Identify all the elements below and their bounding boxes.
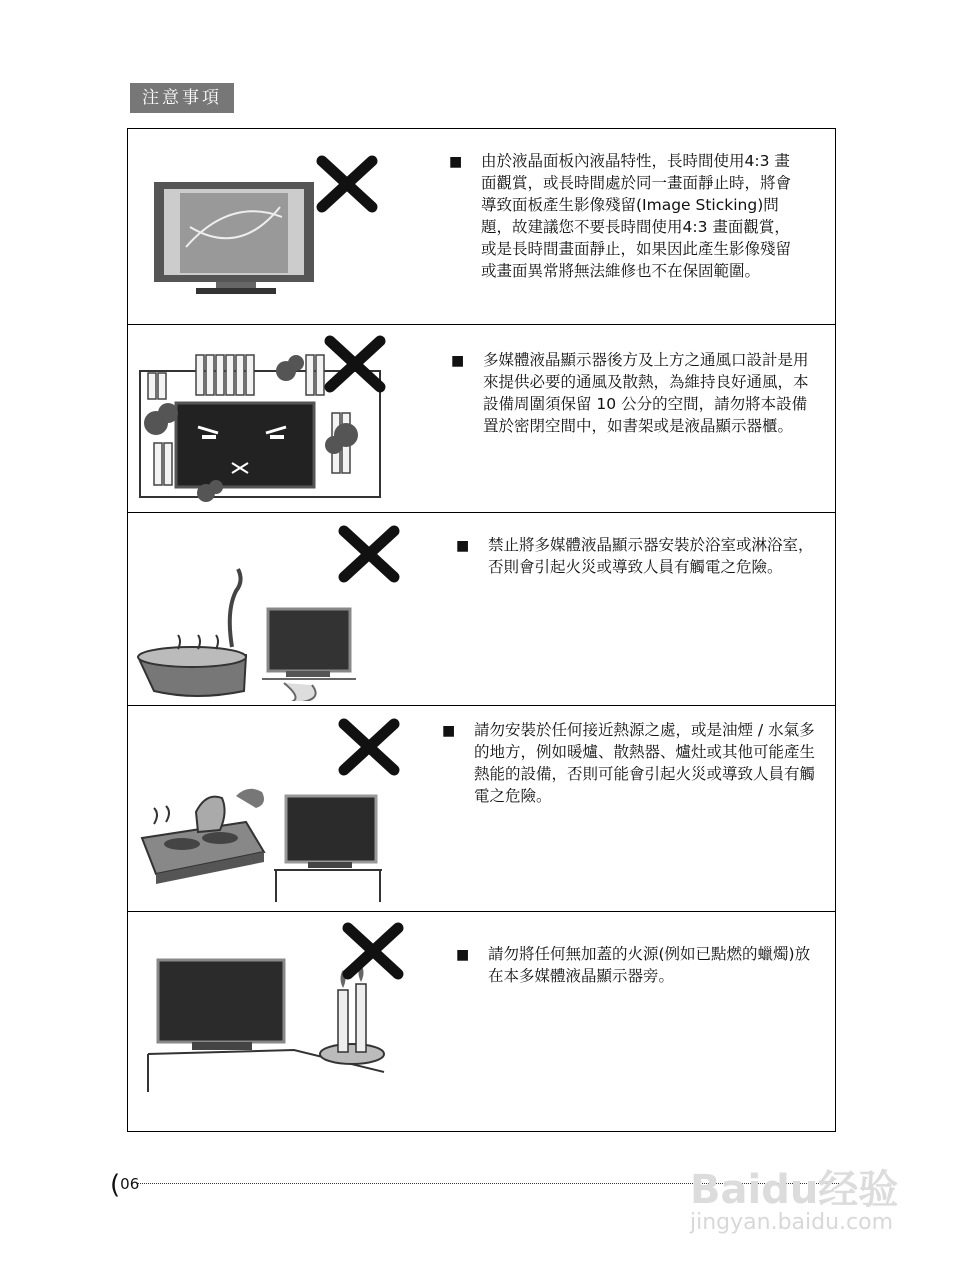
page-bracket: ( <box>110 1170 121 1200</box>
notice-row-5 <box>128 912 835 1133</box>
candle-illustration <box>308 1062 388 1172</box>
watermark-logo: Baidu经验 <box>690 1167 899 1213</box>
notice-panel <box>127 128 836 1132</box>
notice-text-2: ■ 多媒體液晶顯示器後方及上方之通風口設計是用來提供必要的通風及散熱，為維持良好通風，本設備周圍須保留 10 公分的空間，請勿將本設備置於密閉空間中，如書架或是液晶顯示器櫃。 <box>451 351 809 435</box>
prohibited-x-icon <box>342 922 404 980</box>
notice-text-1: ■ 由於液晶面板內液晶特性，長時間使用4:3 畫面觀賞，或長時間處於同一畫面靜止時，將會導致面板產生影像殘留(Image Sticking)問題，故建議您不要長時間使用4:3 畫面觀賞，或是長時間畫面靜止，如果因此產生影像殘留或畫面異常將無法維修也不在保固範圍。 <box>449 152 792 280</box>
bullet-square-icon: ■ <box>442 723 456 739</box>
bullet-square-icon: ■ <box>451 353 465 369</box>
watermark-url: jingyan.baidu.com <box>690 1210 894 1235</box>
prohibited-x-icon <box>338 525 400 583</box>
notice-text-5: ■ 請勿將任何無加蓋的火源(例如已點燃的蠟燭)放在本多媒體液晶顯示器旁。 <box>456 945 811 985</box>
notice-row-1 <box>128 129 835 325</box>
bullet-square-icon: ■ <box>456 947 470 963</box>
prohibited-x-icon <box>324 335 386 393</box>
notice-text-4: ■ 請勿安裝於任何接近熱源之處，或是油煙 / 水氣多的地方，例如暖爐、散熱器、爐灶或其他可能產生熱能的設備，否則可能會引起火災或導致人員有觸電之危險。 <box>442 721 816 805</box>
bullet-square-icon: ■ <box>456 538 470 554</box>
notice-row-2 <box>128 325 835 513</box>
page-number: (06 <box>110 1170 140 1200</box>
prohibited-x-icon <box>316 155 378 213</box>
prohibited-x-icon <box>338 718 400 776</box>
notice-text-3: ■ 禁止將多媒體液晶顯示器安裝於浴室或淋浴室，否則會引起火災或導致人員有觸電之危險。 <box>456 536 814 576</box>
notice-row-3 <box>128 513 835 706</box>
section-title: 注意事項 <box>130 83 234 113</box>
notice-row-4 <box>128 706 835 912</box>
bullet-square-icon: ■ <box>449 154 463 170</box>
